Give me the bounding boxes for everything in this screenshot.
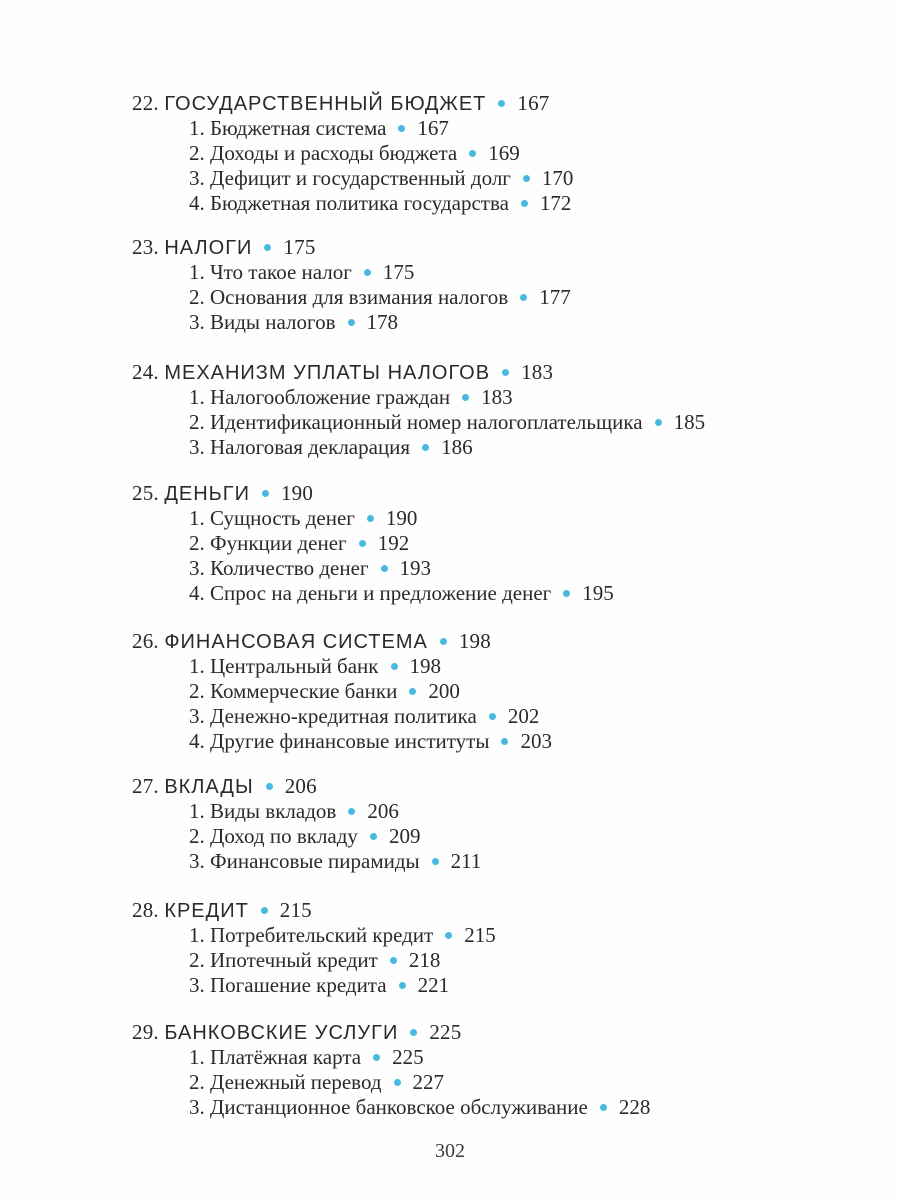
section-item (132, 435, 872, 460)
chapter-title: МЕХАНИЗМ УПЛАТЫ НАЛОГОВ (164, 362, 491, 384)
chapter-number: 24. (132, 360, 159, 384)
section-number: 1. (189, 506, 205, 530)
section-title: Коммерческие банки (210, 679, 398, 703)
chapter-number: 27. (132, 774, 159, 798)
section-number: 1. (189, 260, 205, 284)
chapter-26 (132, 629, 872, 754)
section-title: Потребительский кредит (210, 923, 434, 947)
section-item (132, 410, 872, 435)
section-title: Налогообложение граждан (210, 385, 451, 409)
section-item (132, 116, 872, 141)
section-number: 2. (189, 285, 205, 309)
bullet-icon (264, 244, 271, 251)
section-page: 172 (539, 191, 572, 215)
chapter-23 (132, 235, 872, 335)
chapter-number: 29. (132, 1020, 159, 1044)
section-number: 4. (189, 581, 205, 605)
section-page: 169 (488, 141, 520, 165)
section-title: Погашение кредита (210, 973, 387, 997)
section-page: 202 (507, 704, 540, 728)
section-item (132, 948, 872, 973)
page-number: 302 (435, 1140, 465, 1162)
bullet-icon (394, 1079, 401, 1086)
section-title: Что такое налог (210, 260, 352, 284)
section-number: 3. (189, 1095, 205, 1119)
chapter-number: 22. (132, 91, 159, 115)
section-item (132, 824, 872, 849)
section-title: Бюджетная система (210, 116, 387, 140)
bullet-icon (440, 638, 447, 645)
section-title: Налоговая декларация (210, 435, 411, 459)
section-number: 2. (189, 531, 205, 555)
section-title: Идентификационный номер налогоплательщика (210, 410, 643, 434)
bullet-icon (381, 565, 388, 572)
section-page: 192 (377, 531, 410, 555)
chapter-number: 28. (132, 898, 159, 922)
chapter-heading (132, 898, 872, 923)
chapter-page: 198 (458, 629, 491, 653)
section-title: Дистанционное банковское обслуживание (210, 1095, 588, 1119)
section-item (132, 654, 872, 679)
section-item (132, 285, 872, 310)
section-number: 1. (189, 1045, 205, 1069)
bullet-icon (348, 808, 355, 815)
chapter-title: КРЕДИТ (164, 900, 249, 922)
bullet-icon (469, 150, 476, 157)
section-page: 178 (366, 310, 399, 334)
section-number: 3. (189, 973, 205, 997)
section-item (132, 581, 872, 606)
section-title: Бюджетная политика государства (210, 191, 509, 215)
bullet-icon (489, 713, 496, 720)
bullet-icon (348, 319, 355, 326)
section-number: 1. (189, 799, 205, 823)
section-page: 211 (450, 849, 482, 873)
section-page: 221 (417, 973, 450, 997)
chapter-title: ДЕНЬГИ (164, 483, 250, 505)
section-number: 2. (189, 1070, 205, 1094)
chapter-heading (132, 1020, 872, 1045)
bullet-icon (655, 419, 662, 426)
section-title: Спрос на деньги и предложение денег (210, 581, 552, 605)
bullet-icon (498, 100, 505, 107)
chapter-page: 175 (283, 235, 316, 259)
section-number: 3. (189, 435, 205, 459)
bullet-icon (391, 663, 398, 670)
chapter-25 (132, 481, 872, 606)
section-title: Виды вкладов (210, 799, 337, 823)
chapter-number: 26. (132, 629, 159, 653)
section-page: 218 (408, 948, 441, 972)
section-page: 183 (481, 385, 513, 409)
section-title: Платёжная карта (210, 1045, 362, 1069)
section-item (132, 1045, 872, 1070)
section-title: Ипотечный кредит (210, 948, 378, 972)
section-title: Сущность денег (210, 506, 355, 530)
chapter-page: 215 (279, 898, 312, 922)
section-page: 190 (385, 506, 418, 530)
bullet-icon (432, 858, 439, 865)
section-number: 1. (189, 385, 205, 409)
section-page: 203 (520, 729, 552, 753)
section-number: 3. (189, 849, 205, 873)
bullet-icon (399, 982, 406, 989)
section-page: 167 (417, 116, 449, 140)
bullet-icon (370, 833, 377, 840)
section-page: 175 (382, 260, 415, 284)
section-page: 185 (673, 410, 706, 434)
section-title: Доход по вкладу (210, 824, 358, 848)
bullet-icon (445, 932, 452, 939)
section-item (132, 556, 872, 581)
chapter-title: НАЛОГИ (164, 237, 253, 259)
section-page: 225 (392, 1045, 424, 1069)
section-title: Основания для взимания налогов (210, 285, 509, 309)
section-item (132, 191, 872, 216)
chapter-heading (132, 91, 872, 116)
chapter-title: БАНКОВСКИЕ УСЛУГИ (164, 1022, 399, 1044)
section-item (132, 531, 872, 556)
section-number: 3. (189, 166, 205, 190)
bullet-icon (398, 125, 405, 132)
section-item (132, 310, 872, 335)
section-page: 227 (412, 1070, 445, 1094)
section-title: Центральный банк (210, 654, 379, 678)
bullet-icon (600, 1104, 607, 1111)
section-page: 228 (618, 1095, 651, 1119)
bullet-icon (367, 515, 374, 522)
section-page: 200 (428, 679, 460, 703)
section-item (132, 506, 872, 531)
section-title: Количество денег (210, 556, 369, 580)
section-title: Денежный перевод (210, 1070, 382, 1094)
bullet-icon (521, 200, 528, 207)
bullet-icon (563, 590, 570, 597)
section-number: 2. (189, 824, 205, 848)
chapter-28 (132, 898, 872, 998)
section-number: 2. (189, 410, 205, 434)
section-item (132, 704, 872, 729)
section-item (132, 385, 872, 410)
section-number: 3. (189, 704, 205, 728)
section-item (132, 679, 872, 704)
bullet-icon (359, 540, 366, 547)
section-title: Денежно-кредитная политика (210, 704, 477, 728)
section-item (132, 141, 872, 166)
chapter-24 (132, 360, 872, 460)
section-item (132, 1095, 872, 1120)
chapter-page: 225 (429, 1020, 462, 1044)
chapter-title: ГОСУДАРСТВЕННЫЙ БЮДЖЕТ (164, 93, 487, 115)
bullet-icon (520, 294, 527, 301)
section-page: 215 (464, 923, 496, 947)
chapter-page: 167 (517, 91, 550, 115)
section-number: 1. (189, 923, 205, 947)
section-number: 4. (189, 729, 205, 753)
chapter-29 (132, 1020, 872, 1120)
section-item (132, 923, 872, 948)
section-item (132, 799, 872, 824)
section-title: Другие финансовые институты (210, 729, 490, 753)
chapter-page: 190 (280, 481, 314, 505)
section-item (132, 729, 872, 754)
section-item (132, 849, 872, 874)
bullet-icon (266, 783, 273, 790)
section-number: 1. (189, 116, 205, 140)
section-page: 193 (399, 556, 432, 580)
section-title: Функции денег (210, 531, 347, 555)
section-item (132, 1070, 872, 1095)
section-number: 2. (189, 679, 205, 703)
chapter-number: 23. (132, 235, 159, 259)
chapter-22 (132, 91, 872, 216)
chapter-number: 25. (132, 481, 159, 505)
section-page: 186 (441, 435, 473, 459)
bullet-icon (523, 175, 530, 182)
bullet-icon (462, 394, 469, 401)
section-title: Доходы и расходы бюджета (210, 141, 458, 165)
bullet-icon (390, 957, 397, 964)
section-item (132, 260, 872, 285)
section-title: Финансовые пирамиды (210, 849, 420, 873)
bullet-icon (373, 1054, 380, 1061)
chapter-heading (132, 360, 872, 385)
bullet-icon (364, 269, 371, 276)
section-page: 195 (582, 581, 614, 605)
section-number: 2. (189, 141, 205, 165)
chapter-page: 183 (521, 360, 554, 384)
bullet-icon (501, 738, 508, 745)
bullet-icon (409, 688, 416, 695)
chapter-27 (132, 774, 872, 874)
section-page: 177 (539, 285, 571, 309)
section-page: 206 (367, 799, 399, 823)
bullet-icon (410, 1029, 417, 1036)
chapter-heading (132, 774, 872, 799)
chapter-heading (132, 235, 872, 260)
section-page: 209 (388, 824, 421, 848)
section-number: 3. (189, 556, 205, 580)
chapter-title: ФИНАНСОВАЯ СИСТЕМА (164, 631, 428, 653)
section-item (132, 973, 872, 998)
chapter-title: ВКЛАДЫ (164, 776, 254, 798)
bullet-icon (422, 444, 429, 451)
section-page: 198 (409, 654, 442, 678)
bullet-icon (261, 907, 268, 914)
section-title: Дефицит и государственный долг (210, 166, 511, 190)
bullet-icon (262, 490, 269, 497)
section-item (132, 166, 872, 191)
section-number: 1. (189, 654, 205, 678)
section-page: 170 (541, 166, 574, 190)
section-number: 4. (189, 191, 205, 215)
chapter-heading (132, 481, 872, 506)
chapter-page: 206 (284, 774, 317, 798)
section-title: Виды налогов (210, 310, 336, 334)
section-number: 2. (189, 948, 205, 972)
chapter-heading (132, 629, 872, 654)
section-number: 3. (189, 310, 205, 334)
bullet-icon (502, 369, 509, 376)
